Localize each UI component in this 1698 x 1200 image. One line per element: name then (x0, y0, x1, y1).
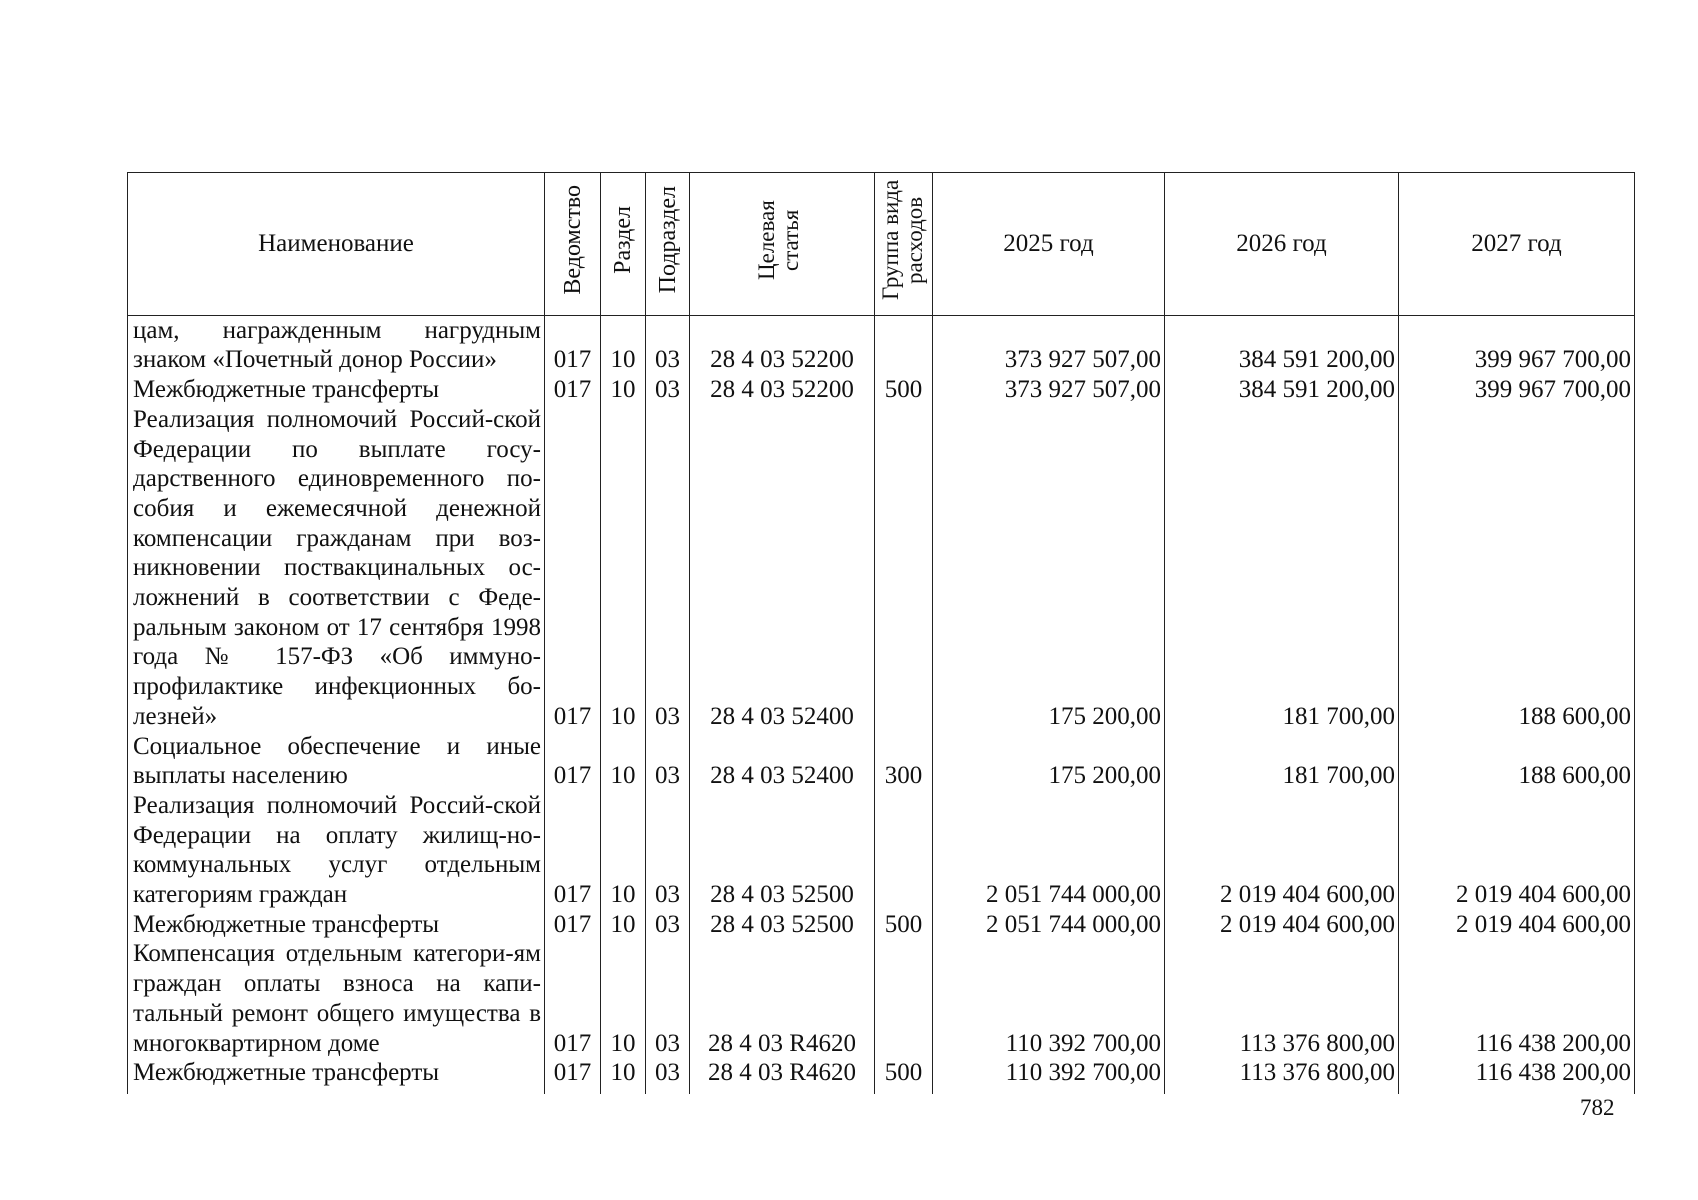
table-row (128, 910, 1635, 940)
section-code-cell: 10 (601, 791, 646, 910)
target-article-cell: 28 4 03 52400 (690, 732, 875, 791)
amount-2027-cell: 116 438 200,00 (1399, 939, 1635, 1058)
subsection-code-cell: 03 (646, 939, 690, 1058)
header-section: Раздел (601, 173, 646, 316)
target-article-cell: 28 4 03 52500 (690, 910, 875, 940)
row-name-cell: Межбюджетные трансферты (128, 1058, 545, 1094)
section-code-cell: 10 (601, 939, 646, 1058)
department-code-cell: 017 (545, 791, 601, 910)
amount-2025-cell: 110 392 700,00 (933, 1058, 1165, 1094)
subsection-code-cell: 03 (646, 732, 690, 791)
section-code-cell: 10 (601, 315, 646, 375)
header-department: Ведомство (545, 173, 601, 316)
subsection-code-cell: 03 (646, 1058, 690, 1094)
header-target-article: Целевая статья (690, 173, 875, 316)
department-code-cell: 017 (545, 405, 601, 732)
amount-2027-cell: 188 600,00 (1399, 732, 1635, 791)
subsection-code-cell: 03 (646, 791, 690, 910)
header-subsection: Подраздел (646, 173, 690, 316)
subsection-code-cell: 03 (646, 315, 690, 375)
amount-2027-cell: 399 967 700,00 (1399, 375, 1635, 405)
amount-2026-cell: 181 700,00 (1165, 405, 1399, 732)
table-row (128, 939, 1635, 1058)
table-row (128, 732, 1635, 791)
expense-group-cell (875, 791, 933, 910)
page-number: 782 (1580, 1095, 1615, 1120)
section-code-cell: 10 (601, 375, 646, 405)
target-article-cell: 28 4 03 R4620 (690, 939, 875, 1058)
row-name-cell: Реализация полномочий Россий-ской Федерации по выплате госу-дарственного единовременного по-собия и ежемесячной денежной компенсации гражданам при воз-никновении поствакцинальных ос-ложнений в соответствии с Феде-ральным законом от 17 сентября 1998 года № 157-ФЗ «Об иммуно-профилактике инфекционных бо-лезней» (128, 405, 545, 732)
amount-2027-cell: 2 019 404 600,00 (1399, 791, 1635, 910)
header-name: Наименование (128, 173, 545, 316)
amount-2027-cell: 188 600,00 (1399, 405, 1635, 732)
amount-2025-cell: 175 200,00 (933, 405, 1165, 732)
department-code-cell: 017 (545, 1058, 601, 1094)
amount-2025-cell: 373 927 507,00 (933, 375, 1165, 405)
header-year-2027: 2027 год (1399, 173, 1635, 316)
table-row (128, 315, 1635, 375)
expense-group-cell: 300 (875, 732, 933, 791)
header-year-2026: 2026 год (1165, 173, 1399, 316)
amount-2026-cell: 2 019 404 600,00 (1165, 910, 1399, 940)
header-expense-group: Группа вида расходов (875, 173, 933, 316)
amount-2026-cell: 2 019 404 600,00 (1165, 791, 1399, 910)
target-article-cell: 28 4 03 52200 (690, 375, 875, 405)
subsection-code-cell: 03 (646, 375, 690, 405)
amount-2025-cell: 2 051 744 000,00 (933, 910, 1165, 940)
amount-2026-cell: 181 700,00 (1165, 732, 1399, 791)
section-code-cell: 10 (601, 732, 646, 791)
table-row (128, 791, 1635, 910)
department-code-cell: 017 (545, 939, 601, 1058)
department-code-cell: 017 (545, 375, 601, 405)
expense-group-cell (875, 405, 933, 732)
amount-2027-cell: 399 967 700,00 (1399, 315, 1635, 375)
table-row (128, 375, 1635, 405)
table-row (128, 405, 1635, 732)
expense-group-cell (875, 939, 933, 1058)
section-code-cell: 10 (601, 910, 646, 940)
expense-group-cell: 500 (875, 1058, 933, 1094)
section-code-cell: 10 (601, 1058, 646, 1094)
target-article-cell: 28 4 03 52500 (690, 791, 875, 910)
amount-2026-cell: 113 376 800,00 (1165, 939, 1399, 1058)
row-name-cell: Межбюджетные трансферты (128, 910, 545, 940)
table-header-row (128, 173, 1635, 316)
target-article-cell: 28 4 03 R4620 (690, 1058, 875, 1094)
department-code-cell: 017 (545, 732, 601, 791)
row-name-cell: цам, награжденным нагрудным знаком «Почетный донор России» (128, 315, 545, 375)
target-article-cell: 28 4 03 52400 (690, 405, 875, 732)
amount-2027-cell: 116 438 200,00 (1399, 1058, 1635, 1094)
section-code-cell: 10 (601, 405, 646, 732)
amount-2026-cell: 113 376 800,00 (1165, 1058, 1399, 1094)
expense-group-cell (875, 315, 933, 375)
target-article-cell: 28 4 03 52200 (690, 315, 875, 375)
subsection-code-cell: 03 (646, 910, 690, 940)
amount-2026-cell: 384 591 200,00 (1165, 375, 1399, 405)
amount-2025-cell: 2 051 744 000,00 (933, 791, 1165, 910)
subsection-code-cell: 03 (646, 405, 690, 732)
row-name-cell: Социальное обеспечение и иные выплаты населению (128, 732, 545, 791)
row-name-cell: Межбюджетные трансферты (128, 375, 545, 405)
row-name-cell: Реализация полномочий Россий-ской Федерации на оплату жилищ-но-коммунальных услуг отдельным категориям граждан (128, 791, 545, 910)
budget-table (127, 172, 1635, 1094)
department-code-cell: 017 (545, 910, 601, 940)
amount-2025-cell: 373 927 507,00 (933, 315, 1165, 375)
table-row (128, 1058, 1635, 1094)
expense-group-cell: 500 (875, 375, 933, 405)
expense-group-cell: 500 (875, 910, 933, 940)
department-code-cell: 017 (545, 315, 601, 375)
amount-2025-cell: 110 392 700,00 (933, 939, 1165, 1058)
amount-2025-cell: 175 200,00 (933, 732, 1165, 791)
amount-2027-cell: 2 019 404 600,00 (1399, 910, 1635, 940)
header-year-2025: 2025 год (933, 173, 1165, 316)
row-name-cell: Компенсация отдельным категори-ям граждан оплаты взноса на капи-тальный ремонт общего имущества в многоквартирном доме (128, 939, 545, 1058)
amount-2026-cell: 384 591 200,00 (1165, 315, 1399, 375)
